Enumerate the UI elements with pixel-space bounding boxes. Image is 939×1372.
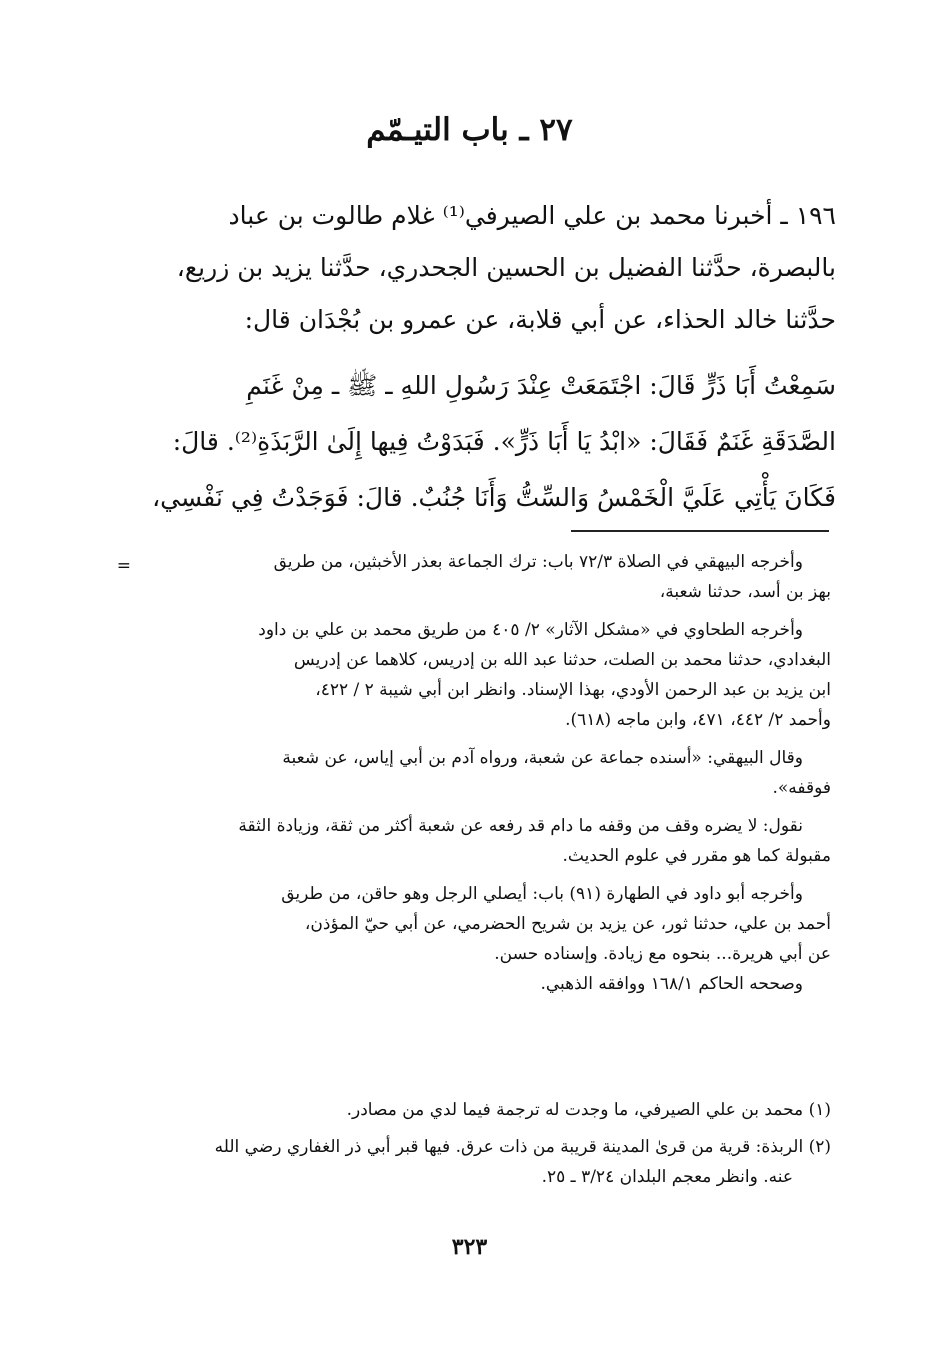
hadith-matn xyxy=(106,358,836,526)
footnote-line: أحمد بن علي، حدثنا ثور، عن يزيد بن شريح الحضرمي، عن أبي حيّ المؤذن، xyxy=(304,914,831,934)
hadith-isnad xyxy=(106,190,836,346)
footnote-paragraph xyxy=(106,615,831,735)
isnad-line: حدَّثنا خالد الحذاء، عن أبي قلابة، عن عمرو بن بُجْدَان قال: xyxy=(244,305,836,334)
footnote-paragraph xyxy=(106,547,831,607)
footnotes-continued xyxy=(106,547,831,1007)
footnote-line: فوقفه». xyxy=(772,778,831,798)
continuation-mark: = xyxy=(116,556,131,576)
footnote-paragraph xyxy=(106,743,831,803)
isnad-line: ١٩٦ ـ أخبرنا محمد بن علي الصيرفي⁽¹⁾ غلام طالوت بن عباد xyxy=(228,201,836,230)
footnote-line: وأخرجه البيهقي في الصلاة ٧٢/٣ باب: ترك الجماعة بعذر الأخبثين، من طريق xyxy=(273,552,803,572)
footnote-line: مقبولة كما هو مقرر في علوم الحديث. xyxy=(562,846,831,866)
note-line: (٢) الربذة: قرية من قرىٰ المدينة قريبة من ذات عرق. فيها قبر أبي ذر الغفاري رضي الله xyxy=(214,1137,831,1157)
footnote-line: عن أبي هريرة... بنحوه مع زيادة. وإسناده حسن. xyxy=(494,944,831,964)
footnote-line: وصححه الحاكم ١٦٨/١ ووافقه الذهبي. xyxy=(540,974,803,994)
footnote-paragraph xyxy=(106,879,831,999)
footnote-line: نقول: لا يضره وقف من وقفه ما دام قد رفعه عن شعبة أكثر من ثقة، وزيادة الثقة xyxy=(238,816,803,836)
matn-line: فَكَانَ يَأْتِي عَلَيَّ الْخَمْسُ وَالسِّتُّ وَأَنَا جُنُبٌ. قالَ: فَوَجَدْتُ فِي نَفْسِي، xyxy=(152,483,836,512)
matn-line: الصَّدَقَةِ غَنَمٌ فَقَالَ: «ابْدُ يَا أَبَا ذَرٍّ». فَبَدَوْتُ فِيها إِلَىٰ الرَّبَذَةِ⁽²⁾. قالَ: xyxy=(172,427,836,456)
footnote-separator xyxy=(571,530,829,532)
note-line: عنه. وانظر معجم البلدان ٣/٢٤ ـ ٢٥. xyxy=(541,1167,793,1187)
footnote-line: وأخرجه الطحاوي في «مشكل الآثار» ٢/ ٤٠٥ من طريق محمد بن علي بن داود xyxy=(258,620,803,640)
isnad-line: بالبصرة، حدَّثنا الفضيل بن الحسين الجحدري، حدَّثنا يزيد بن زريع، xyxy=(176,253,836,282)
page-number: ٣٢٣ xyxy=(451,1234,488,1260)
matn-line: سَمِعْتُ أَبَا ذَرٍّ قَالَ: اجْتَمَعَتْ عِنْدَ رَسُولِ اللهِ ـ ﷺ ـ مِنْ غَنَمِ xyxy=(246,371,836,400)
note-2 xyxy=(106,1132,831,1192)
footnote-line: وأحمد ٢/ ٤٤٢، ٤٧١، وابن ماجه (٦١٨). xyxy=(565,710,831,730)
chapter-title: ٢٧ ـ باب التيـمّم xyxy=(366,112,573,148)
page-notes xyxy=(106,1095,831,1199)
footnote-line: البغدادي، حدثنا محمد بن الصلت، حدثنا عبد الله بن إدريس، كلاهما عن إدريس xyxy=(293,650,831,670)
footnote-line: وأخرجه أبو داود في الطهارة (٩١) باب: أيصلي الرجل وهو حاقن، من طريق xyxy=(281,884,803,904)
footnote-line: وقال البيهقي: «أسنده جماعة عن شعبة، ورواه آدم بن أبي إياس، عن شعبة xyxy=(282,748,803,768)
footnote-paragraph xyxy=(106,811,831,871)
footnote-line: ابن يزيد بن عبد الرحمن الأودي، بهذا الإسناد. وانظر ابن أبي شيبة ٢ / ٤٢٢، xyxy=(315,680,831,700)
note-line: (١) محمد بن علي الصيرفي، ما وجدت له ترجمة فيما لدي من مصادر. xyxy=(346,1100,831,1120)
note-1 xyxy=(106,1095,831,1125)
footnote-line: بهز بن أسد، حدثنا شعبة، xyxy=(659,582,831,602)
